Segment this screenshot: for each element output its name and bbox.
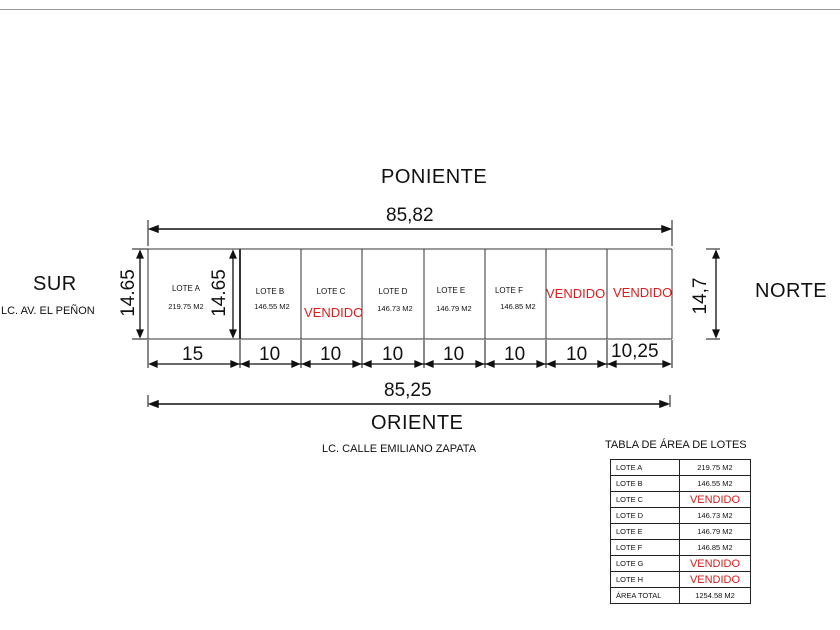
table-cell-lot: LOTE B xyxy=(611,476,680,492)
table-row xyxy=(611,508,751,524)
lot-d-name: LOTE D xyxy=(378,287,408,296)
bottom-total-value: 85,25 xyxy=(384,380,432,401)
table-cell-area: 146.55 M2 xyxy=(680,476,751,492)
lot-f-name: LOTE F xyxy=(494,286,523,295)
east-street-label: LC. CALLE EMILIANO ZAPATA xyxy=(322,443,477,455)
table-row xyxy=(611,540,751,556)
table-cell-sold: VENDIDO xyxy=(680,492,751,508)
table-cell-area: 146.85 M2 xyxy=(680,540,751,556)
table-row xyxy=(611,524,751,540)
lot-a-area: 219.75 M2 xyxy=(168,302,204,311)
label-sur: SUR xyxy=(33,273,77,295)
table-total-row xyxy=(611,588,751,604)
lot-a-name: LOTE A xyxy=(171,284,200,293)
table-cell-area: 146.73 M2 xyxy=(680,508,751,524)
table-row xyxy=(611,476,751,492)
table-cell-lot: LOTE F xyxy=(611,540,680,556)
frontage-value-a: 15 xyxy=(182,344,204,365)
table-cell-area: 219.75 M2 xyxy=(680,460,751,476)
frontage-value-h: 10,25 xyxy=(611,341,659,362)
frontage-value-e: 10 xyxy=(443,344,465,365)
table-row xyxy=(611,492,751,508)
table-row xyxy=(611,460,751,476)
label-oriente: ORIENTE xyxy=(371,412,464,434)
lot-g-sold: VENDIDO xyxy=(546,286,606,301)
table-row xyxy=(611,572,751,588)
table-cell-sold: VENDIDO xyxy=(680,556,751,572)
top-total-value: 85,82 xyxy=(386,205,434,226)
lot-b-name: LOTE B xyxy=(255,287,285,296)
table-cell-lot: LOTE G xyxy=(611,556,680,572)
frontage-dimensions xyxy=(148,340,672,368)
lot-e-name: LOTE E xyxy=(436,286,466,295)
table-cell-sold: VENDIDO xyxy=(680,572,751,588)
table-row xyxy=(611,556,751,572)
area-table xyxy=(610,459,751,604)
lot-c-name: LOTE C xyxy=(316,287,346,296)
table-cell-lot: LOTE A xyxy=(611,460,680,476)
frontage-value-f: 10 xyxy=(504,344,526,365)
table-cell-lot: LOTE H xyxy=(611,572,680,588)
table-cell-lot: LOTE E xyxy=(611,524,680,540)
south-street-label: LC. AV. EL PEÑON xyxy=(1,305,95,317)
lot-e-area: 146.79 M2 xyxy=(436,304,472,313)
table-total-label: ÁREA TOTAL xyxy=(611,588,680,604)
lot-h-sold: VENDIDO xyxy=(613,285,673,300)
lot-d-area: 146.73 M2 xyxy=(377,304,413,313)
table-cell-lot: LOTE C xyxy=(611,492,680,508)
frontage-value-b: 10 xyxy=(259,344,281,365)
frontage-value-g: 10 xyxy=(566,344,588,365)
area-table-title: TABLA DE ÁREA DE LOTES xyxy=(605,439,747,451)
table-total-value: 1254.58 M2 xyxy=(680,588,751,604)
table-cell-area: 146.79 M2 xyxy=(680,524,751,540)
frontage-value-c: 10 xyxy=(320,344,342,365)
lot-a-height-value: 14.65 xyxy=(209,269,230,317)
lot-f-area: 146.85 M2 xyxy=(500,302,536,311)
table-cell-lot: LOTE D xyxy=(611,508,680,524)
lot-b-area: 146.55 M2 xyxy=(254,302,290,311)
label-norte: NORTE xyxy=(755,280,828,302)
right-height-value: 14,7 xyxy=(690,277,711,315)
lot-c-sold: VENDIDO xyxy=(304,305,364,320)
label-poniente: PONIENTE xyxy=(381,166,488,188)
frontage-value-d: 10 xyxy=(382,344,404,365)
left-height-value: 14.65 xyxy=(118,269,139,317)
